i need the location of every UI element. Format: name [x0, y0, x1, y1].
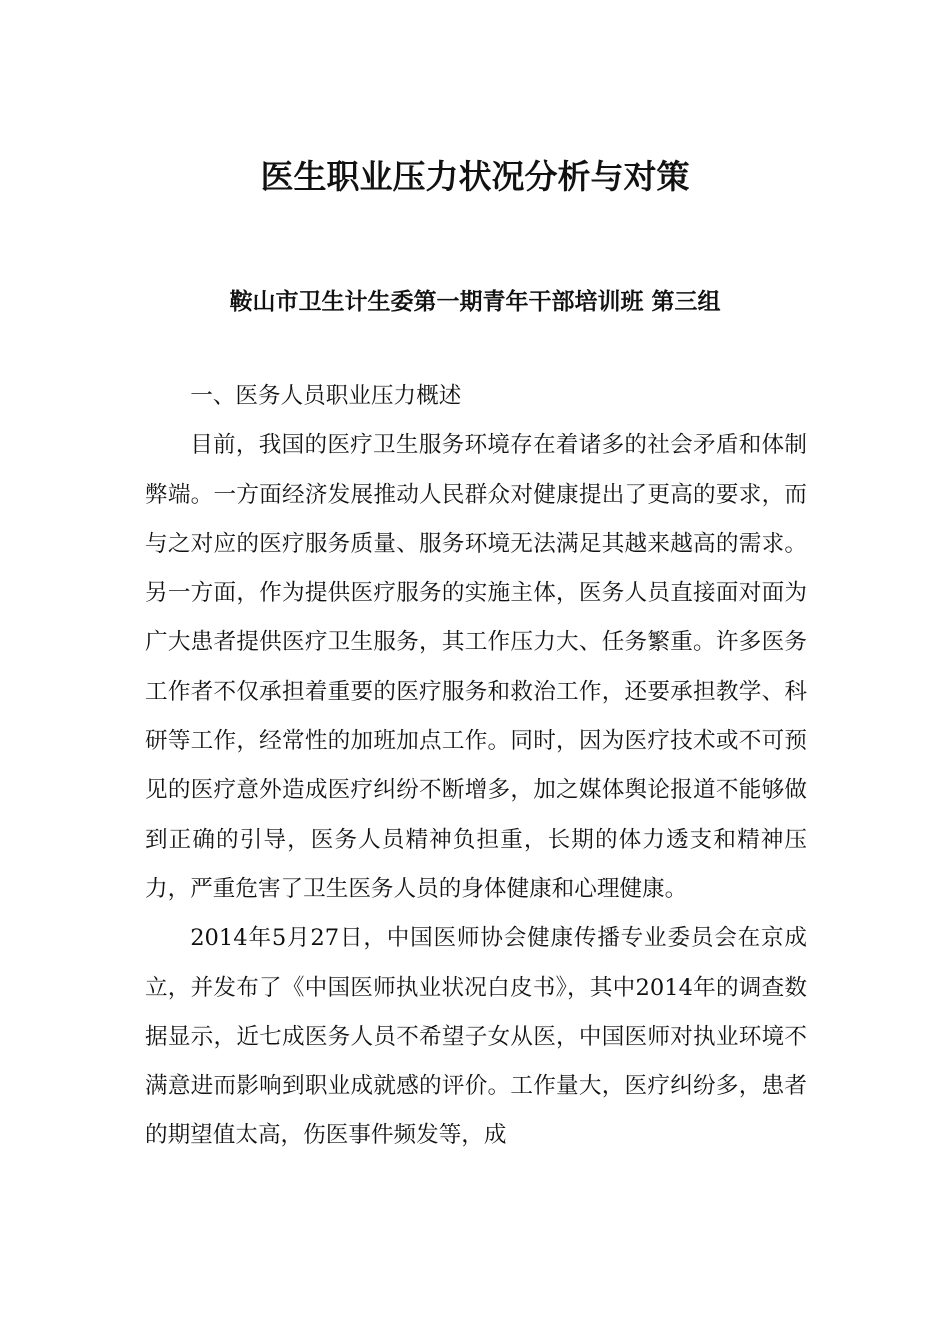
- document-body: [145, 372, 807, 1161]
- paragraph: 2014年5月27日，中国医师协会健康传播专业委员会在京成立，并发布了《中国医师执业状况白皮书》，其中2014年的调查数据显示，近七成医务人员不希望子女从医，中国医师对执业环境不满意进而影响到职业成就感的评价。工作量大，医疗纠纷多，患者的期望值太高，伤医事件频发等，成: [145, 925, 807, 1149]
- paragraph: 目前，我国的医疗卫生服务环境存在着诸多的社会矛盾和体制弊端。一方面经济发展推动人民群众对健康提出了更高的要求，而与之对应的医疗服务质量、服务环境无法满足其越来越高的需求。另一方面，作为提供医疗服务的实施主体，医务人员直接面对面为广大患者提供医疗卫生服务，其工作压力大、任务繁重。许多医务工作者不仅承担着重要的医疗服务和救治工作，还要承担教学、科研等工作，经常性的加班加点工作。同时，因为医疗技术或不可预见的医疗意外造成医疗纠纷不断增多，加之媒体舆论报道不能够做到正确的引导，医务人员精神负担重，长期的体力透支和精神压力，严重危害了卫生医务人员的身体健康和心理健康。: [145, 432, 807, 902]
- document-title: 医生职业压力状况分析与对策: [260, 157, 690, 196]
- section-heading: 一、医务人员职业压力概述: [190, 383, 462, 409]
- document-subtitle: 鞍山市卫生计生委第一期青年干部培训班 第三组: [229, 289, 721, 315]
